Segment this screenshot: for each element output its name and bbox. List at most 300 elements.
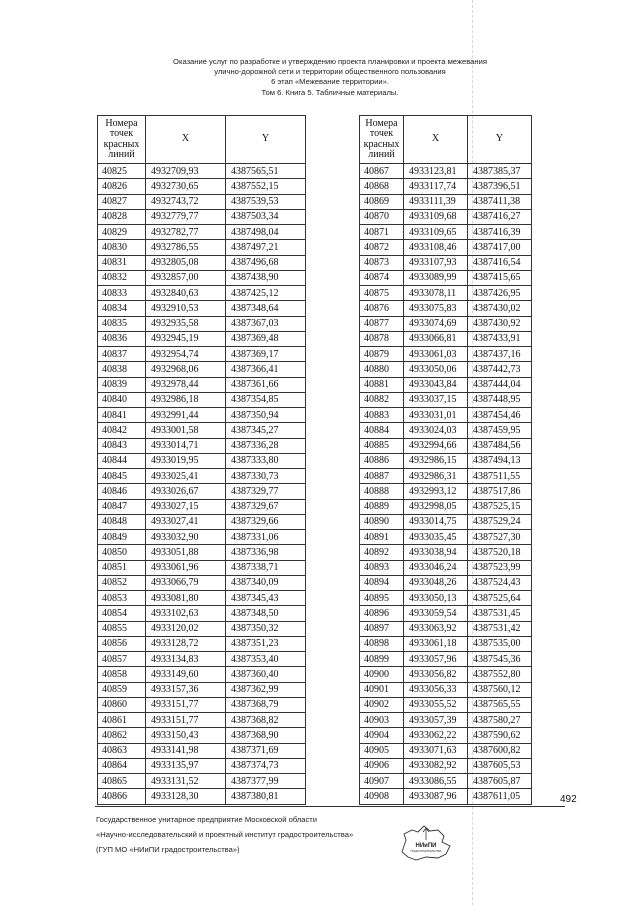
y-coordinate-cell: 4387416,54 <box>468 255 532 270</box>
x-coordinate-cell: 4932998,05 <box>404 499 468 514</box>
y-coordinate-cell: 4387524,43 <box>468 575 532 590</box>
x-coordinate-cell: 4932991,44 <box>146 408 226 423</box>
y-coordinate-cell: 4387496,68 <box>226 255 306 270</box>
x-coordinate-cell: 4932840,63 <box>146 286 226 301</box>
y-coordinate-cell: 4387438,90 <box>226 270 306 285</box>
table-row <box>98 591 306 606</box>
x-coordinate-cell: 4933157,36 <box>146 682 226 697</box>
x-coordinate-cell: 4932986,18 <box>146 392 226 407</box>
point-number-cell: 40905 <box>360 743 404 758</box>
table-row <box>360 453 532 468</box>
y-coordinate-cell: 4387444,04 <box>468 377 532 392</box>
y-coordinate-cell: 4387523,99 <box>468 560 532 575</box>
table-row <box>98 621 306 636</box>
point-number-cell: 40868 <box>360 179 404 194</box>
y-coordinate-cell: 4387520,18 <box>468 545 532 560</box>
y-coordinate-cell: 4387605,53 <box>468 758 532 773</box>
x-coordinate-cell: 4933046,24 <box>404 560 468 575</box>
y-coordinate-cell: 4387350,32 <box>226 621 306 636</box>
table-row <box>98 286 306 301</box>
table-row <box>360 606 532 621</box>
table-row <box>360 331 532 346</box>
table-row <box>360 164 532 179</box>
point-number-cell: 40856 <box>98 636 146 651</box>
x-coordinate-cell: 4933074,69 <box>404 316 468 331</box>
point-number-cell: 40836 <box>98 331 146 346</box>
table-row <box>360 682 532 697</box>
point-number-cell: 40826 <box>98 179 146 194</box>
x-coordinate-cell: 4932743,72 <box>146 194 226 209</box>
y-coordinate-cell: 4387329,66 <box>226 514 306 529</box>
y-coordinate-cell: 4387484,56 <box>468 438 532 453</box>
y-coordinate-cell: 4387361,66 <box>226 377 306 392</box>
x-coordinate-cell: 4933089,99 <box>404 270 468 285</box>
table-row <box>360 423 532 438</box>
point-number-cell: 40854 <box>98 606 146 621</box>
y-coordinate-cell: 4387430,02 <box>468 301 532 316</box>
table-row <box>360 514 532 529</box>
y-coordinate-cell: 4387336,28 <box>226 438 306 453</box>
point-number-cell: 40831 <box>98 255 146 270</box>
x-coordinate-cell: 4933037,15 <box>404 392 468 407</box>
y-coordinate-cell: 4387362,99 <box>226 682 306 697</box>
table-row <box>360 728 532 743</box>
table-row <box>98 560 306 575</box>
header-num-line: линий <box>108 149 135 160</box>
point-number-cell: 40882 <box>360 392 404 407</box>
point-number-cell: 40895 <box>360 591 404 606</box>
table-row <box>360 301 532 316</box>
table-row <box>98 484 306 499</box>
x-coordinate-cell: 4932968,06 <box>146 362 226 377</box>
point-number-cell: 40890 <box>360 514 404 529</box>
point-number-cell: 40900 <box>360 667 404 682</box>
header-num-line: точек <box>109 128 134 139</box>
table-row <box>98 789 306 804</box>
table-row <box>360 636 532 651</box>
header-num-line: точек <box>369 128 394 139</box>
y-coordinate-cell: 4387366,41 <box>226 362 306 377</box>
x-coordinate-cell: 4933071,63 <box>404 743 468 758</box>
y-coordinate-cell: 4387333,80 <box>226 453 306 468</box>
y-coordinate-cell: 4387338,71 <box>226 560 306 575</box>
table-row <box>360 255 532 270</box>
x-coordinate-cell: 4932986,15 <box>404 453 468 468</box>
table-row <box>360 758 532 773</box>
point-number-cell: 40875 <box>360 286 404 301</box>
x-coordinate-cell: 4932994,66 <box>404 438 468 453</box>
point-number-cell: 40852 <box>98 575 146 590</box>
table-row <box>360 499 532 514</box>
y-coordinate-cell: 4387330,73 <box>226 469 306 484</box>
point-number-cell: 40857 <box>98 652 146 667</box>
x-coordinate-cell: 4932986,31 <box>404 469 468 484</box>
x-coordinate-cell: 4933061,18 <box>404 636 468 651</box>
x-coordinate-cell: 4933055,52 <box>404 697 468 712</box>
x-coordinate-cell: 4933075,83 <box>404 301 468 316</box>
table-row <box>98 453 306 468</box>
x-coordinate-cell: 4932786,55 <box>146 240 226 255</box>
x-coordinate-cell: 4933027,15 <box>146 499 226 514</box>
y-coordinate-cell: 4387494,13 <box>468 453 532 468</box>
x-coordinate-cell: 4933031,01 <box>404 408 468 423</box>
point-number-cell: 40863 <box>98 743 146 758</box>
x-coordinate-cell: 4933014,71 <box>146 438 226 453</box>
x-coordinate-cell: 4933050,13 <box>404 591 468 606</box>
point-number-cell: 40869 <box>360 194 404 209</box>
y-coordinate-cell: 4387539,53 <box>226 194 306 209</box>
point-number-cell: 40859 <box>98 682 146 697</box>
table-row <box>360 484 532 499</box>
table-row <box>360 545 532 560</box>
point-number-cell: 40893 <box>360 560 404 575</box>
table-row <box>98 713 306 728</box>
point-number-cell: 40892 <box>360 545 404 560</box>
y-coordinate-cell: 4387503,34 <box>226 209 306 224</box>
y-coordinate-cell: 4387565,51 <box>226 164 306 179</box>
point-number-cell: 40899 <box>360 652 404 667</box>
x-coordinate-cell: 4933134,83 <box>146 652 226 667</box>
table-body-right <box>360 164 532 805</box>
y-coordinate-cell: 4387545,36 <box>468 652 532 667</box>
x-coordinate-cell: 4933128,30 <box>146 789 226 804</box>
table-row <box>360 743 532 758</box>
point-number-cell: 40901 <box>360 682 404 697</box>
y-coordinate-cell: 4387385,37 <box>468 164 532 179</box>
x-coordinate-cell: 4933027,41 <box>146 514 226 529</box>
point-number-cell: 40872 <box>360 240 404 255</box>
table-row <box>360 560 532 575</box>
coordinates-table-right <box>359 115 532 805</box>
point-number-cell: 40902 <box>360 697 404 712</box>
y-coordinate-cell: 4387369,17 <box>226 347 306 362</box>
y-coordinate-cell: 4387348,64 <box>226 301 306 316</box>
point-number-cell: 40870 <box>360 209 404 224</box>
table-row <box>360 438 532 453</box>
y-coordinate-cell: 4387348,50 <box>226 606 306 621</box>
y-coordinate-cell: 4387433,91 <box>468 331 532 346</box>
x-coordinate-cell: 4933063,92 <box>404 621 468 636</box>
table-row <box>98 743 306 758</box>
point-number-cell: 40880 <box>360 362 404 377</box>
x-coordinate-cell: 4933082,92 <box>404 758 468 773</box>
header-line-1: Оказание услуг по разработке и утверждению проекта планировки и проекта межевания <box>173 57 487 66</box>
table-row <box>98 758 306 773</box>
point-number-cell: 40891 <box>360 530 404 545</box>
x-coordinate-cell: 4933056,82 <box>404 667 468 682</box>
table-row <box>360 621 532 636</box>
table-row <box>98 514 306 529</box>
table-row <box>98 636 306 651</box>
point-number-cell: 40850 <box>98 545 146 560</box>
table-row <box>360 697 532 712</box>
point-number-cell: 40858 <box>98 667 146 682</box>
point-number-cell: 40848 <box>98 514 146 529</box>
point-number-header <box>360 116 404 164</box>
y-coordinate-cell: 4387565,55 <box>468 697 532 712</box>
table-row <box>98 652 306 667</box>
table-row <box>98 697 306 712</box>
x-coordinate-cell: 4933078,11 <box>404 286 468 301</box>
x-coordinate-cell: 4933087,96 <box>404 789 468 804</box>
table-row <box>98 606 306 621</box>
y-coordinate-cell: 4387560,12 <box>468 682 532 697</box>
y-coordinate-cell: 4387353,40 <box>226 652 306 667</box>
x-coordinate-cell: 4932993,12 <box>404 484 468 499</box>
table-row <box>360 286 532 301</box>
table-row <box>98 164 306 179</box>
table-row <box>360 270 532 285</box>
x-coordinate-cell: 4933035,45 <box>404 530 468 545</box>
table-row <box>98 240 306 255</box>
table-header-row <box>360 116 532 164</box>
logo-text: НИиПИ <box>415 843 437 849</box>
point-number-cell: 40903 <box>360 713 404 728</box>
x-coordinate-cell: 4933151,77 <box>146 697 226 712</box>
point-number-cell: 40837 <box>98 347 146 362</box>
point-number-cell: 40845 <box>98 469 146 484</box>
y-coordinate-cell: 4387531,45 <box>468 606 532 621</box>
x-coordinate-cell: 4933057,39 <box>404 713 468 728</box>
table-row <box>360 392 532 407</box>
point-number-cell: 40862 <box>98 728 146 743</box>
point-number-cell: 40897 <box>360 621 404 636</box>
table-row <box>360 240 532 255</box>
table-row <box>98 331 306 346</box>
x-coordinate-cell: 4933151,77 <box>146 713 226 728</box>
institute-logo <box>396 822 456 862</box>
y-coordinate-cell: 4387345,27 <box>226 423 306 438</box>
header-num-line: красных <box>103 138 140 150</box>
point-number-cell: 40841 <box>98 408 146 423</box>
point-number-cell: 40843 <box>98 438 146 453</box>
x-coordinate-cell: 4933001,58 <box>146 423 226 438</box>
y-coordinate-cell: 4387442,73 <box>468 362 532 377</box>
table-row <box>98 179 306 194</box>
page-number: 492 <box>560 794 577 805</box>
table-row <box>360 469 532 484</box>
x-coordinate-cell: 4932954,74 <box>146 347 226 362</box>
point-number-cell: 40867 <box>360 164 404 179</box>
y-coordinate-cell: 4387377,99 <box>226 774 306 789</box>
x-coordinate-cell: 4932782,77 <box>146 225 226 240</box>
point-number-cell: 40847 <box>98 499 146 514</box>
x-coordinate-cell: 4932910,53 <box>146 301 226 316</box>
y-coordinate-cell: 4387336,98 <box>226 545 306 560</box>
table-row <box>360 713 532 728</box>
y-coordinate-cell: 4387396,51 <box>468 179 532 194</box>
y-coordinate-cell: 4387369,48 <box>226 331 306 346</box>
table-body-left <box>98 164 306 805</box>
y-coordinate-cell: 4387411,38 <box>468 194 532 209</box>
header-num-line: линий <box>368 149 395 160</box>
point-number-cell: 40864 <box>98 758 146 773</box>
table-row <box>98 225 306 240</box>
point-number-cell: 40861 <box>98 713 146 728</box>
y-coordinate-cell: 4387525,15 <box>468 499 532 514</box>
y-coordinate-cell: 4387329,77 <box>226 484 306 499</box>
table-row <box>98 301 306 316</box>
header-line-2: улично-дорожной сети и территории общественного пользования <box>214 67 446 77</box>
table-row <box>98 499 306 514</box>
y-coordinate-cell: 4387511,55 <box>468 469 532 484</box>
table-row <box>360 667 532 682</box>
x-coordinate-cell: 4933051,88 <box>146 545 226 560</box>
x-coordinate-cell: 4933059,54 <box>404 606 468 621</box>
x-coordinate-cell: 4933025,41 <box>146 469 226 484</box>
table-row <box>98 423 306 438</box>
table-row <box>98 682 306 697</box>
y-coordinate-cell: 4387368,79 <box>226 697 306 712</box>
table-row <box>98 209 306 224</box>
y-coordinate-cell: 4387380,81 <box>226 789 306 804</box>
x-coordinate-cell: 4933061,03 <box>404 347 468 362</box>
point-number-header <box>98 116 146 164</box>
y-header: Y <box>226 116 306 164</box>
point-number-cell: 40888 <box>360 484 404 499</box>
table-row <box>98 774 306 789</box>
x-coordinate-cell: 4932805,08 <box>146 255 226 270</box>
header-line-4: Том 6. Книга 5. Табличные материалы. <box>261 87 399 97</box>
point-number-cell: 40908 <box>360 789 404 804</box>
header-num-line: красных <box>363 138 400 150</box>
y-coordinate-cell: 4387529,24 <box>468 514 532 529</box>
x-coordinate-cell: 4933108,46 <box>404 240 468 255</box>
x-coordinate-cell: 4933131,52 <box>146 774 226 789</box>
x-coordinate-cell: 4933123,81 <box>404 164 468 179</box>
y-coordinate-cell: 4387329,67 <box>226 499 306 514</box>
point-number-cell: 40833 <box>98 286 146 301</box>
y-coordinate-cell: 4387426,95 <box>468 286 532 301</box>
y-coordinate-cell: 4387498,04 <box>226 225 306 240</box>
x-coordinate-cell: 4933019,95 <box>146 453 226 468</box>
point-number-cell: 40834 <box>98 301 146 316</box>
x-coordinate-cell: 4933102,63 <box>146 606 226 621</box>
x-coordinate-cell: 4932730,65 <box>146 179 226 194</box>
point-number-cell: 40889 <box>360 499 404 514</box>
y-coordinate-cell: 4387580,27 <box>468 713 532 728</box>
x-header: X <box>146 116 226 164</box>
x-coordinate-cell: 4933086,55 <box>404 774 468 789</box>
y-coordinate-cell: 4387368,90 <box>226 728 306 743</box>
point-number-cell: 40907 <box>360 774 404 789</box>
y-coordinate-cell: 4387417,00 <box>468 240 532 255</box>
point-number-cell: 40839 <box>98 377 146 392</box>
header-num-line: Номера <box>365 117 398 129</box>
x-coordinate-cell: 4932945,19 <box>146 331 226 346</box>
table-row <box>98 347 306 362</box>
point-number-cell: 40883 <box>360 408 404 423</box>
table-row <box>360 408 532 423</box>
point-number-cell: 40886 <box>360 453 404 468</box>
y-coordinate-cell: 4387351,23 <box>226 636 306 651</box>
table-row <box>360 774 532 789</box>
x-coordinate-cell: 4932935,58 <box>146 316 226 331</box>
x-coordinate-cell: 4933141,98 <box>146 743 226 758</box>
point-number-cell: 40827 <box>98 194 146 209</box>
point-number-cell: 40825 <box>98 164 146 179</box>
y-coordinate-cell: 4387367,03 <box>226 316 306 331</box>
x-coordinate-cell: 4933024,03 <box>404 423 468 438</box>
table-row <box>98 530 306 545</box>
x-coordinate-cell: 4933081,80 <box>146 591 226 606</box>
x-coordinate-cell: 4933050,06 <box>404 362 468 377</box>
x-coordinate-cell: 4933109,65 <box>404 225 468 240</box>
y-coordinate-cell: 4387360,40 <box>226 667 306 682</box>
point-number-cell: 40885 <box>360 438 404 453</box>
point-number-cell: 40838 <box>98 362 146 377</box>
table-row <box>98 270 306 285</box>
table-row <box>98 362 306 377</box>
table-row <box>360 209 532 224</box>
y-coordinate-cell: 4387350,94 <box>226 408 306 423</box>
logo-subtext: ГРАДОСТРОИТЕЛЬСТВА <box>410 850 442 853</box>
point-number-cell: 40860 <box>98 697 146 712</box>
y-coordinate-cell: 4387415,65 <box>468 270 532 285</box>
point-number-cell: 40835 <box>98 316 146 331</box>
y-coordinate-cell: 4387345,43 <box>226 591 306 606</box>
point-number-cell: 40851 <box>98 560 146 575</box>
point-number-cell: 40877 <box>360 316 404 331</box>
x-coordinate-cell: 4932779,77 <box>146 209 226 224</box>
y-coordinate-cell: 4387611,05 <box>468 789 532 804</box>
table-row <box>98 392 306 407</box>
x-coordinate-cell: 4932857,00 <box>146 270 226 285</box>
y-coordinate-cell: 4387605,87 <box>468 774 532 789</box>
y-coordinate-cell: 4387448,95 <box>468 392 532 407</box>
x-coordinate-cell: 4933014,75 <box>404 514 468 529</box>
x-coordinate-cell: 4933066,81 <box>404 331 468 346</box>
x-coordinate-cell: 4933128,72 <box>146 636 226 651</box>
point-number-cell: 40876 <box>360 301 404 316</box>
table-row <box>360 225 532 240</box>
point-number-cell: 40855 <box>98 621 146 636</box>
footer-divider <box>95 806 565 807</box>
x-coordinate-cell: 4932978,44 <box>146 377 226 392</box>
table-row <box>98 377 306 392</box>
point-number-cell: 40896 <box>360 606 404 621</box>
x-header: X <box>404 116 468 164</box>
point-number-cell: 40865 <box>98 774 146 789</box>
x-coordinate-cell: 4933057,96 <box>404 652 468 667</box>
point-number-cell: 40894 <box>360 575 404 590</box>
y-coordinate-cell: 4387531,42 <box>468 621 532 636</box>
x-coordinate-cell: 4933109,68 <box>404 209 468 224</box>
x-coordinate-cell: 4933111,39 <box>404 194 468 209</box>
table-row <box>98 438 306 453</box>
y-coordinate-cell: 4387590,62 <box>468 728 532 743</box>
coordinates-table-left <box>97 115 306 805</box>
y-coordinate-cell: 4387525,64 <box>468 591 532 606</box>
table-row <box>98 667 306 682</box>
table-row <box>98 469 306 484</box>
y-header: Y <box>468 116 532 164</box>
table-header-row <box>98 116 306 164</box>
footer-org-line-3: (ГУП МО «НИиПИ градостроительства») <box>96 845 240 854</box>
x-coordinate-cell: 4933135,97 <box>146 758 226 773</box>
table-row <box>98 194 306 209</box>
x-coordinate-cell: 4933043,84 <box>404 377 468 392</box>
point-number-cell: 40828 <box>98 209 146 224</box>
document-header <box>120 57 540 98</box>
table-row <box>360 789 532 804</box>
x-coordinate-cell: 4933107,93 <box>404 255 468 270</box>
table-row <box>98 316 306 331</box>
y-coordinate-cell: 4387600,82 <box>468 743 532 758</box>
point-number-cell: 40874 <box>360 270 404 285</box>
footer <box>96 812 353 857</box>
point-number-cell: 40878 <box>360 331 404 346</box>
